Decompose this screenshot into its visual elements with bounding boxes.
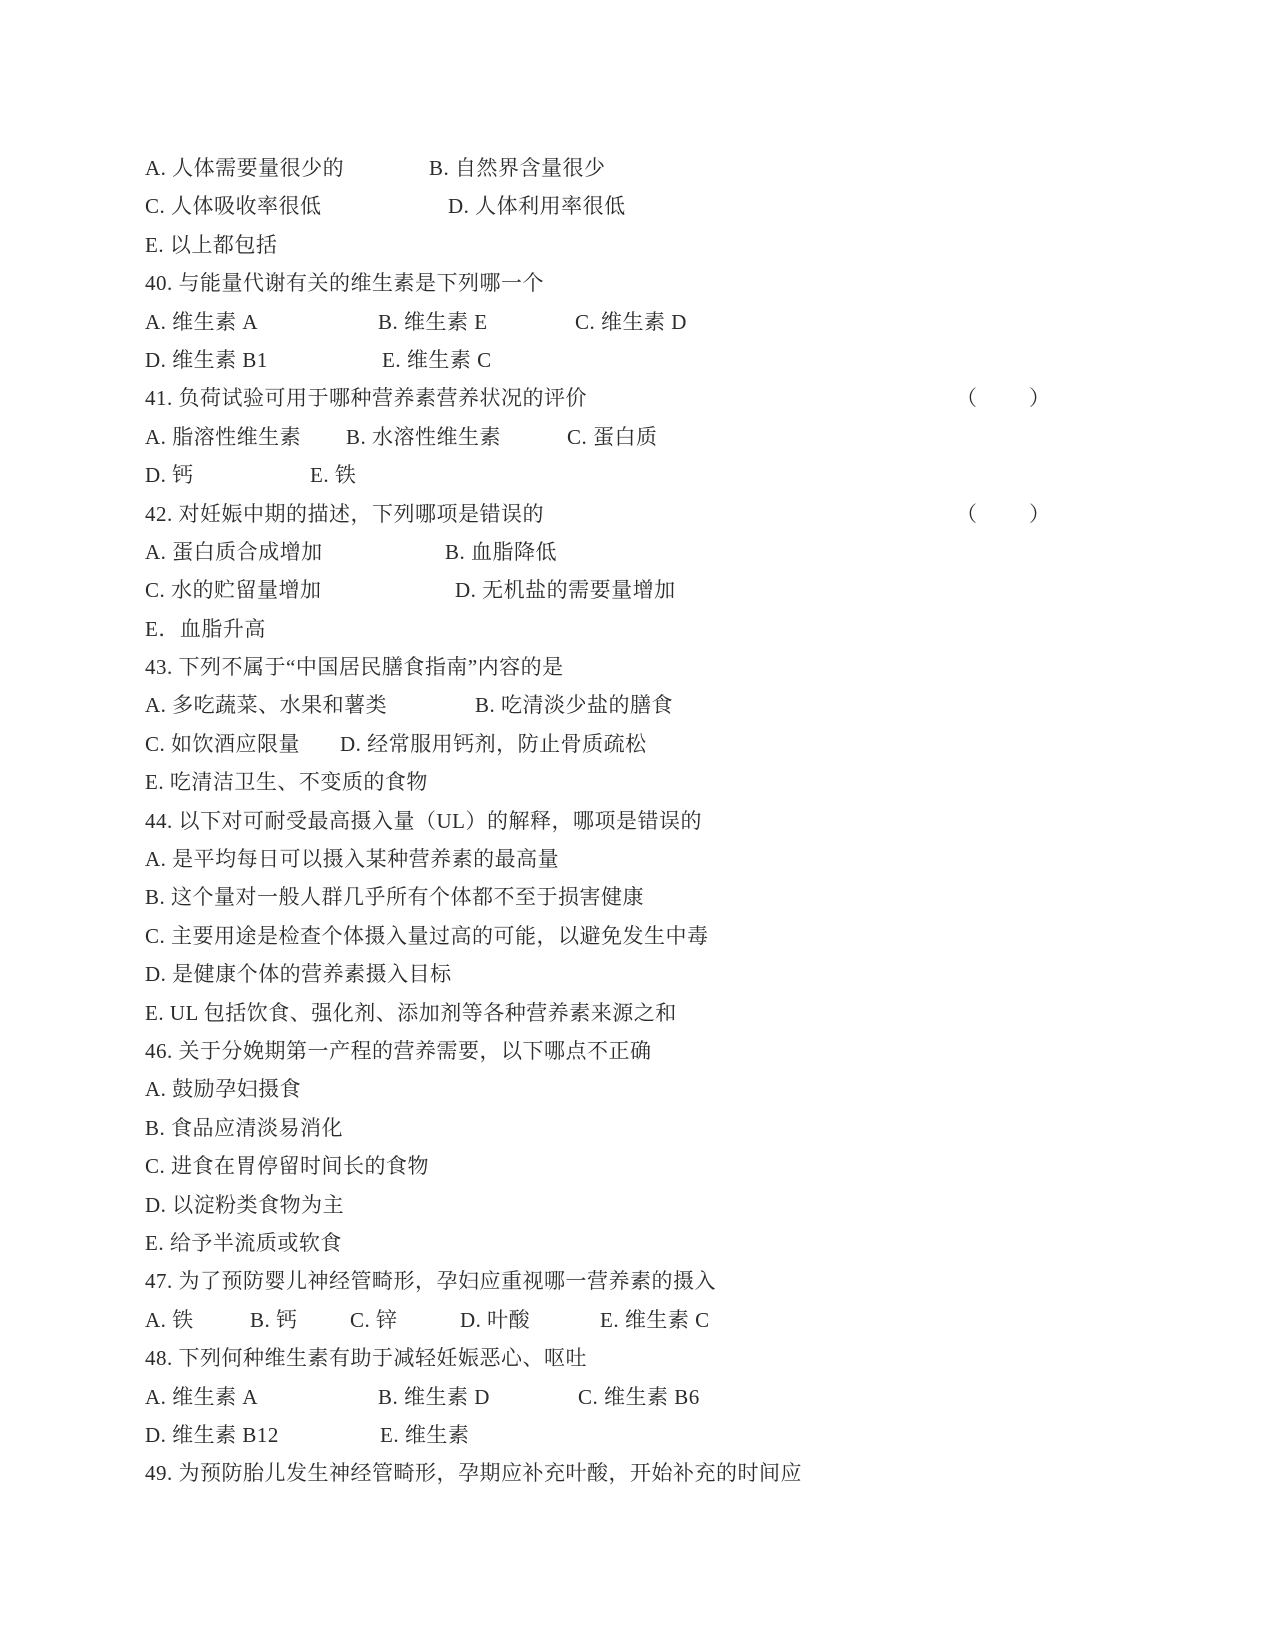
line-text: 44. 以下对可耐受最高摄入量（UL）的解释，哪项是错误的: [145, 808, 702, 833]
line-text: B. 食品应清淡易消化: [145, 1115, 344, 1140]
option-line: [145, 1301, 1175, 1339]
question-line: [145, 1032, 1175, 1070]
line-text: A. 鼓励孕妇摄食: [145, 1077, 302, 1102]
line-text: C. 蛋白质: [567, 424, 658, 449]
question-line: [145, 648, 1175, 686]
option-line: [145, 187, 1175, 225]
line-text: E. 铁: [310, 463, 357, 488]
option-line: [145, 917, 1175, 955]
line-text: C. 水的贮留量增加: [145, 578, 322, 603]
line-text: D. 以淀粉类食物为主: [145, 1192, 345, 1217]
answer-blank-close: ）: [1029, 386, 1051, 411]
option-line: [145, 763, 1175, 801]
line-text: E. 维生素 C: [600, 1307, 710, 1332]
line-text: B. 钙: [250, 1307, 298, 1332]
line-text: D. 叶酸: [460, 1307, 531, 1332]
option-line: [145, 1186, 1175, 1224]
line-text: B. 维生素 D: [378, 1384, 490, 1409]
line-text: A. 铁: [145, 1307, 194, 1332]
line-text: A. 维生素 A: [145, 309, 259, 334]
line-text: D. 钙: [145, 463, 194, 488]
line-text: A. 人体需要量很少的: [145, 156, 345, 180]
line-text: D. 经常服用钙剂，防止骨质疏松: [340, 731, 647, 756]
question-line: [145, 495, 1175, 533]
line-text: E. 给予半流质或软食: [145, 1230, 342, 1255]
line-text: A. 多吃蔬菜、水果和薯类: [145, 693, 388, 718]
line-text: C. 进食在胃停留时间长的食物: [145, 1154, 430, 1179]
line-text: 41. 负荷试验可用于哪种营养素营养状况的评价: [145, 386, 587, 411]
document-lines: [145, 149, 1175, 1493]
option-line: [145, 1147, 1175, 1185]
line-text: E. UL 包括饮食、强化剂、添加剂等各种营养素来源之和: [145, 1000, 677, 1025]
option-line: [145, 686, 1175, 724]
line-text: A. 维生素 A: [145, 1384, 259, 1409]
line-text: E. 维生素 C: [382, 347, 492, 372]
question-line: [145, 1339, 1175, 1377]
line-text: B. 吃清淡少盐的膳食: [475, 693, 674, 718]
line-text: A. 是平均每日可以摄入某种营养素的最高量: [145, 847, 560, 872]
answer-blank-open: （: [956, 501, 978, 526]
line-text: C. 如饮酒应限量: [145, 731, 301, 756]
line-text: C. 维生素 B6: [578, 1384, 700, 1409]
line-text: C. 维生素 D: [575, 309, 687, 334]
line-text: D. 是健康个体的营养素摄入目标: [145, 962, 452, 987]
option-line: [145, 878, 1175, 916]
option-line: [145, 571, 1175, 609]
line-text: 49. 为预防胎儿发生神经管畸形，孕期应补充叶酸，开始补充的时间应: [145, 1461, 802, 1486]
answer-blank-open: （: [956, 386, 978, 411]
question-line: [145, 802, 1175, 840]
line-text: 48. 下列何种维生素有助于减轻妊娠恶心、呕吐: [145, 1346, 587, 1371]
option-line: [145, 456, 1175, 494]
line-text: E. 以上都包括: [145, 232, 278, 257]
line-text: B. 水溶性维生素: [346, 424, 502, 449]
option-line: [145, 994, 1175, 1032]
line-text: C. 锌: [350, 1307, 398, 1332]
line-text: D. 无机盐的需要量增加: [455, 578, 676, 603]
option-line: [145, 341, 1175, 379]
option-line: [145, 1109, 1175, 1147]
line-text: B. 自然界含量很少: [429, 156, 606, 180]
option-line: [145, 1070, 1175, 1108]
line-text: B. 这个量对一般人群几乎所有个体都不至于损害健康: [145, 885, 645, 910]
line-text: B. 维生素 E: [378, 309, 488, 334]
line-text: C. 主要用途是检查个体摄入量过高的可能，以避免发生中毒: [145, 923, 709, 948]
line-text: D. 维生素 B1: [145, 347, 268, 372]
question-line: [145, 379, 1175, 417]
line-text: 42. 对妊娠中期的描述，下列哪项是错误的: [145, 501, 544, 526]
question-line: [145, 264, 1175, 302]
line-text: D. 人体利用率很低: [448, 194, 626, 219]
question-line: [145, 1262, 1175, 1300]
line-text: E. 吃清洁卫生、不变质的食物: [145, 770, 428, 795]
option-line: [145, 149, 1175, 187]
line-text: E. 维生素: [380, 1422, 470, 1447]
option-line: [145, 303, 1175, 341]
line-text: E．血脂升高: [145, 616, 266, 641]
option-line: [145, 418, 1175, 456]
line-text: A. 蛋白质合成增加: [145, 539, 323, 564]
line-text: 46. 关于分娩期第一产程的营养需要，以下哪点不正确: [145, 1038, 652, 1063]
option-line: [145, 725, 1175, 763]
line-text: 40. 与能量代谢有关的维生素是下列哪一个: [145, 271, 544, 296]
line-text: 43. 下列不属于“中国居民膳食指南”内容的是: [145, 655, 564, 680]
line-text: A. 脂溶性维生素: [145, 424, 302, 449]
option-line: [145, 610, 1175, 648]
question-line: [145, 1454, 1175, 1492]
option-line: [145, 1416, 1175, 1454]
line-text: C. 人体吸收率很低: [145, 194, 322, 219]
option-line: [145, 1378, 1175, 1416]
line-text: B. 血脂降低: [445, 539, 558, 564]
option-line: [145, 226, 1175, 264]
option-line: [145, 1224, 1175, 1262]
option-line: [145, 955, 1175, 993]
answer-blank-close: ）: [1029, 501, 1051, 526]
line-text: D. 维生素 B12: [145, 1422, 279, 1447]
option-line: [145, 840, 1175, 878]
option-line: [145, 533, 1175, 571]
line-text: 47. 为了预防婴儿神经管畸形，孕妇应重视哪一营养素的摄入: [145, 1269, 716, 1294]
